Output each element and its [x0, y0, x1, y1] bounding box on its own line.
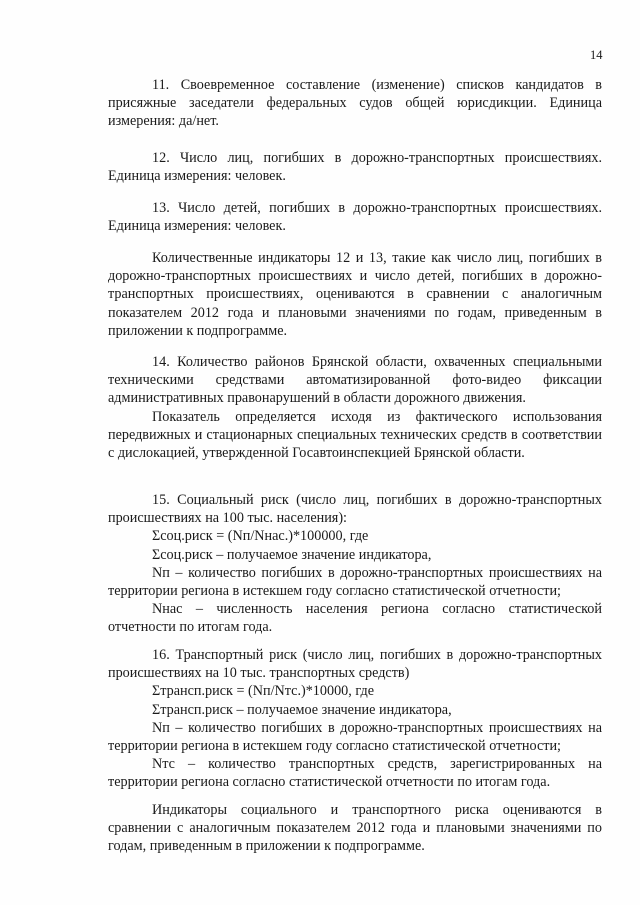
paragraph: 11. Своевременное составление (изменение) списков кандидатов в присяжные заседатели федеральных судов общей юрисдикции. Единица измерения: да/нет. [108, 77, 602, 130]
formula-definition: Σтрансп.риск – получаемое значение индикатора, [152, 701, 452, 718]
formula-definition: Σсоц.риск – получаемое значение индикатора, [152, 546, 432, 563]
formula-definition: Nнас – численность населения региона согласно статистической отчетности по итогам года. [108, 601, 602, 636]
indicator-15-social-risk [108, 491, 602, 637]
paragraph: 16. Транспортный риск (число лиц, погибших в дорожно-транспортных происшествиях на 10 тыс. транспортных средств) [108, 647, 602, 682]
indicator-12 [108, 149, 602, 185]
formula-transport-risk: Σтрансп.риск = (Nп/Nтс.)*10000, где [152, 683, 374, 700]
risk-indicators-note [108, 801, 602, 856]
formula-definition: Nп – количество погибших в дорожно-транспортных происшествиях на территории региона в истекшем году согласно статистической отчетности; [108, 564, 602, 600]
paragraph: Индикаторы социального и транспортного риска оцениваются в сравнении с аналогичным показателем 2012 года и плановыми значениями по годам, приведенным в приложении к подпрограмме. [108, 802, 602, 855]
paragraph: Количественные индикаторы 12 и 13, такие как число лиц, погибших в дорожно-транспортных происшествиях и число детей, погибших в дорожно-транспортных происшествиях, оцениваются в сравнении с аналогичным показателем 2012 года и плановыми значениями по годам, приведенным в приложении к подпрограмме. [108, 250, 602, 339]
paragraph: 15. Социальный риск (число лиц, погибших в дорожно-транспортных происшествиях на 100 тыс. населения): [108, 492, 602, 527]
paragraph: Показатель определяется исходя из фактического использования передвижных и стационарных специальных технических средств в соответствии с дислокацией, утвержденной Госавтоинспекцией Брянской области. [108, 408, 602, 462]
paragraph: 12. Число лиц, погибших в дорожно-транспортных происшествиях. Единица измерения: человек. [108, 150, 602, 185]
formula-social-risk: Σсоц.риск = (Nп/Nнас.)*100000, где [152, 528, 369, 545]
formula-definition: Nтс – количество транспортных средств, зарегистрированных на территории региона согласно статистической отчетности по итогам года. [108, 756, 602, 791]
indicator-16-transport-risk [108, 646, 602, 792]
quantitative-indicators-note [108, 249, 602, 340]
page-number: 14 [590, 48, 603, 62]
indicator-11 [108, 76, 602, 131]
indicator-14 [108, 353, 602, 462]
paragraph: 13. Число детей, погибших в дорожно-транспортных происшествиях. Единица измерения: человек. [108, 200, 602, 235]
paragraph: 14. Количество районов Брянской области, охваченных специальными техническими средствами автоматизированной фото-видео фиксации административных правонарушений в области дорожного движения. [108, 354, 602, 407]
indicator-13 [108, 199, 602, 235]
formula-definition: Nп – количество погибших в дорожно-транспортных происшествиях на территории региона в истекшем году согласно статистической отчетности; [108, 719, 602, 755]
